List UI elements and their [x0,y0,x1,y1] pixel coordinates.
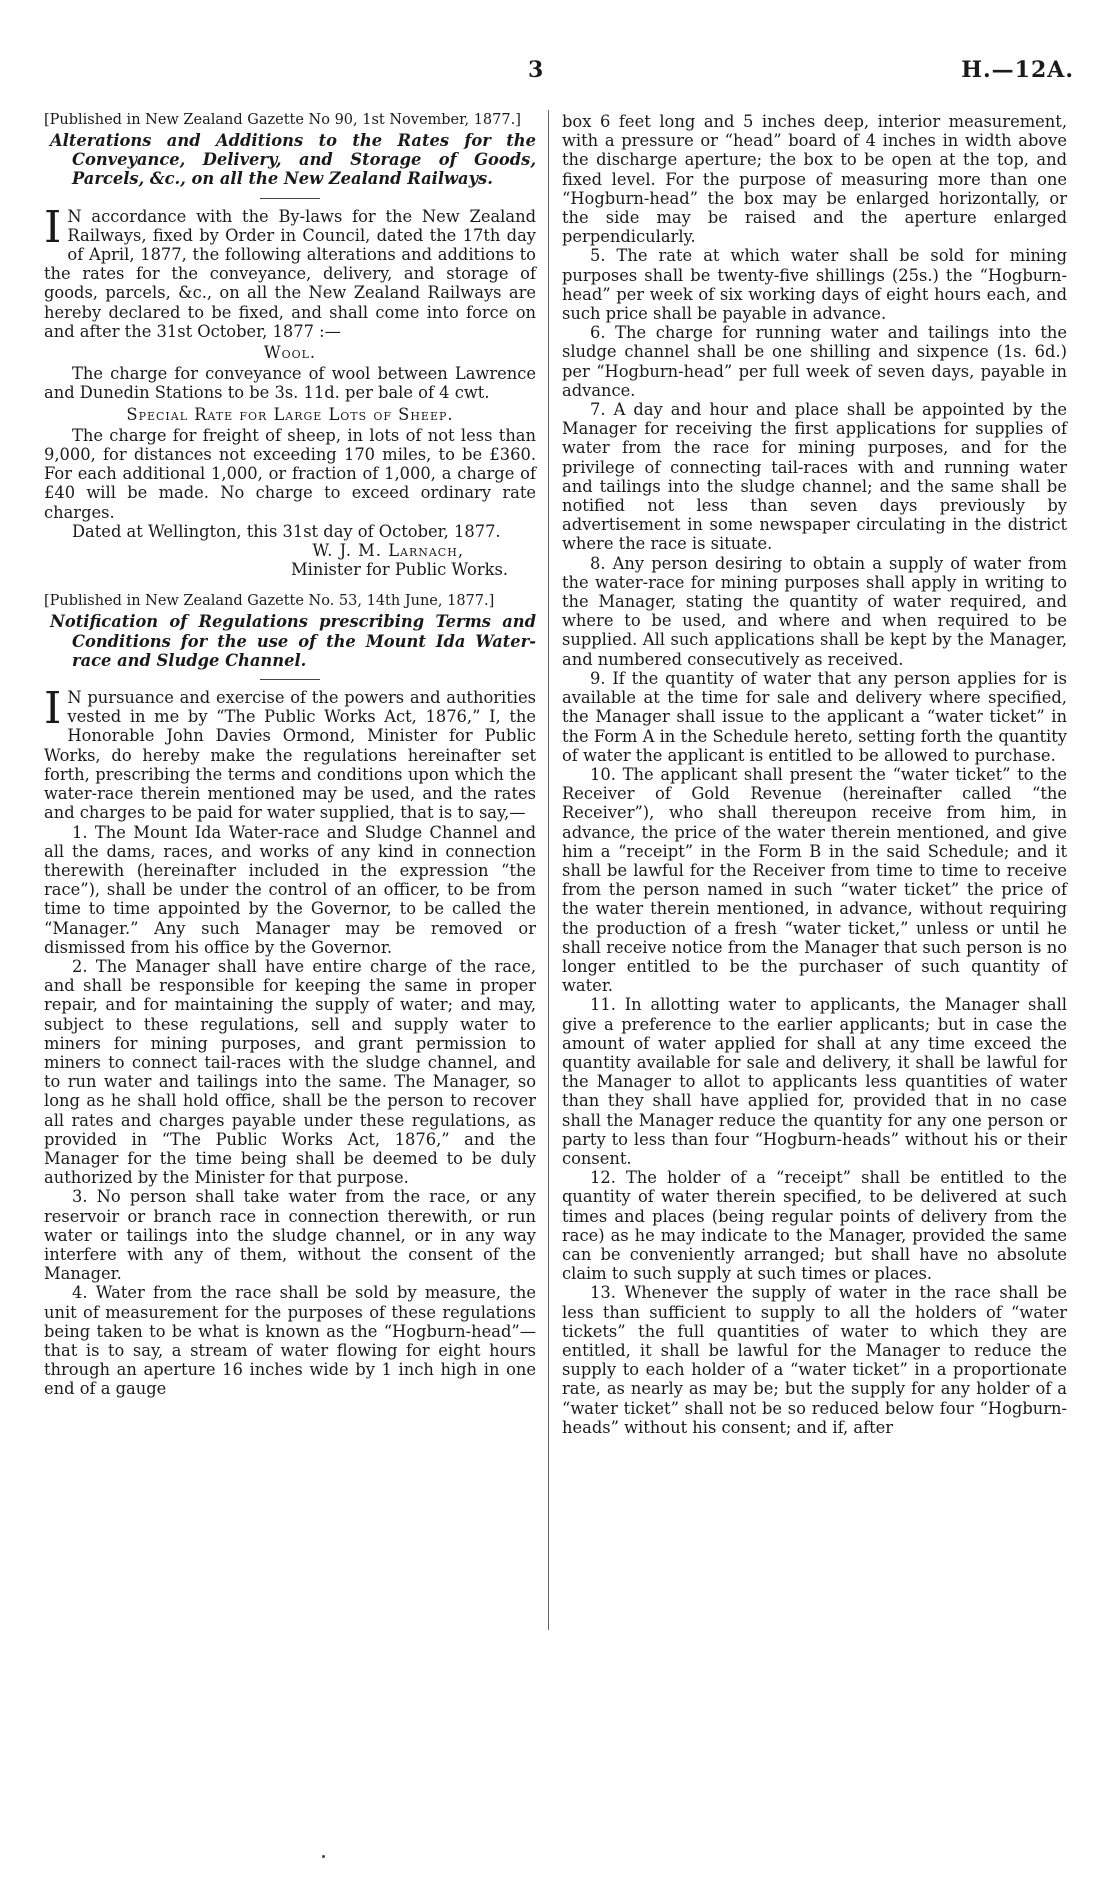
notice-title: Notification of Regulations prescribing Terms and Conditions for the use of the Mount Ida Water-race and Sludge Channel. [50,612,536,670]
paragraph: 5. The rate at which water shall be sold for mining purposes shall be twenty-five shillings (25s.) the “Hogburn-head” per week of six working days of eight hours each, and such price shall be payable in advance. [562,246,1067,324]
paragraph: 3. No person shall take water from the race, or any reservoir or branch race in connection therewith, or run water or tailings into the sludge channel, or in any way interfere with any of them, without the consent of the Manager. [44,1187,536,1284]
paragraph: 2. The Manager shall have entire charge of the race, and shall be responsible for keeping the same in proper repair, and for maintaining the supply of water; and may, subject to these regulations, sell and supply water to miners for mining purposes, and grant permission to miners to connect tail-races with the sludge channel, and to run water and tailings into the same. The Manager, so long as he shall hold office, shall be the person to recover all rates and charges payable under these regulations, as provided in “The Public Works Act, 1876,” and the Manager for the time being shall be deemed to be duly authorized by the Minister for that purpose. [44,956,536,1188]
paragraph: 4. Water from the race shall be sold by measure, the unit of measurement for the purposes of these regulations being taken to be what is known as the “Hogburn-head”—that is to say, a stream of water flowing for eight hours through an aperture 16 inches wide by 1 inch high in one end of a gauge [44,1283,536,1399]
publication-note: [Published in New Zealand Gazette No 90, 1st November, 1877.] [44,112,521,128]
paragraph: 13. Whenever the supply of water in the race shall be less than sufficient to supply to all the holders of “water tickets” the full quantities of water to which they are entitled, it shall be lawful for the Manager to reduce the supply to each holder of a “water ticket” in a proportionate rate, as nearly as may be; but the supply for any holder of a “water ticket” shall not be so reduced below four “Hogburn-heads” without his consent; and if, after [562,1283,1067,1437]
paragraph: 7. A day and hour and place shall be appointed by the Manager for receiving the first applications for supplies of water from the race for mining purposes, and for the privilege of connecting tail-races with and running water and tailings into the sludge channel; and the same shall be notified not less than seven days previously by advertisement in some newspaper circulating in the district where the race is situate. [562,400,1067,554]
right-column [562,112,1067,1437]
dated-line: Dated at Wellington, this 31st day of October, 1877. [72,521,501,541]
notice-title: Alterations and Additions to the Rates for the Conveyance, Delivery, and Storage of Goods, Parcels, &c., on all the New Zealand Railways. [50,131,536,189]
notice-intro: I N pursuance and exercise of the powers and authorities vested in me by “The Public Works Act, 1876,” I, the Honorable John Davies Ormond, Minister for Public Works, do hereby make the regulations hereinafter set forth, prescribing the terms and conditions upon which the water-race therein mentioned may be used, and the rates and charges to be paid for water supplied, that is to say,— [44,683,536,823]
divider [260,198,320,199]
publication-note: [Published in New Zealand Gazette No. 53, 14th June, 1877.] [44,593,495,610]
section-heading-sheep: Special Rate for Large Lots of Sheep. [126,404,454,424]
signature-title: Minister for Public Works. [290,560,508,580]
drop-cap: I [44,201,62,253]
paragraph: The charge for conveyance of wool between Lawrence and Dunedin Stations to be 3s. 11d. per bale of 4 cwt. [44,364,536,403]
page-number: 3 [528,57,544,83]
paragraph: 11. In allotting water to applicants, the Manager shall give a preference to the earlier applicants; but in case the amount of water applied for shall at any time exceed the quantity available for sale and delivery, it shall be lawful for the Manager to allot to applicants less quantities of water than they shall have applied for, provided that in no case shall the Manager reduce the quantity for any one person or party to less than four “Hogburn-heads” without his or their consent. [562,995,1067,1168]
document-reference: H.—12A. [961,57,1074,83]
paragraph: 6. The charge for running water and tailings into the sludge channel shall be one shilling and sixpence (1s. 6d.) per “Hogburn-head” per full week of seven days, payable in advance. [562,323,1067,400]
paragraph: 9. If the quantity of water that any person applies for is available at the time for sale and delivery where specified, the Manager shall issue to the applicant a “water ticket” in the Form A in the Schedule hereto, setting forth the quantity of water the applicant is entitled to be allowed to purchase. [562,668,1067,765]
paragraph: 1. The Mount Ida Water-race and Sludge Channel and all the dams, races, and works of any kind in connection therewith (hereinafter included in the expression “the race”), shall be under the control of an officer, to be from time to time appointed by the Governor, to be called the “Manager.” Any such Manager may be removed or dismissed from his office by the Governor. [44,822,536,957]
signature-name: W. J. M. Larnach, [312,541,464,561]
column-divider [548,110,549,1630]
printer-mark [322,1855,325,1858]
paragraph: 12. The holder of a “receipt” shall be entitled to the quantity of water therein specified, to be delivered at such times and places (being regular points of delivery from the race) as he may indicate to the Manager, provided the same can be conveniently arranged; but shall have no absolute claim to such supply at such times or places. [562,1168,1067,1284]
left-column [44,112,536,1399]
paragraph: The charge for freight of sheep, in lots of not less than 9,000, for distances not exceeding 170 miles, to be £360. For each additional 1,000, or fraction of 1,000, a charge of £40 will be made. No charge to exceed ordinary rate charges. [44,425,536,522]
divider [260,679,320,680]
drop-cap: I [44,683,62,735]
notice-intro: I N accordance with the By-laws for the New Zealand Railways, fixed by Order in Council, dated the 17th day of April, 1877, the following alterations and additions to the rates for the conveyance, delivery, and storage of goods, parcels, &c., on all the New Zealand Railways are hereby declared to be fixed, and shall come into force on and after the 31st October, 1877 :— [44,201,536,341]
section-heading-wool: Wool. [263,343,317,363]
paragraph: box 6 feet long and 5 inches deep, interior measurement, with a pressure or “head” board of 4 inches in width above the discharge aperture; the box to be open at the top, and fixed level. For the purpose of measuring more than one “Hogburn-head” the box may be enlarged horizontally, or the side may be raised and the aperture enlarged perpendicularly. [562,112,1067,247]
paragraph: 10. The applicant shall present the “water ticket” to the Receiver of Gold Revenue (hereinafter called “the Receiver”), who shall thereupon receive from him, in advance, the price of the water therein mentioned, and give him a “receipt” in the Form B in the said Schedule; and it shall be lawful for the Receiver from time to time to receive from the person named in such “water ticket” the price of the water therein mentioned, in advance, without requiring the production of a fresh “water ticket,” unless or until he shall receive notice from the Manager that such person is no longer entitled to be the purchaser of such quantity of water. [562,764,1067,996]
paragraph: 8. Any person desiring to obtain a supply of water from the water-race for mining purposes shall apply in writing to the Manager, stating the quantity of water required, and where to be used, and where and when required to be supplied. All such applications shall be kept by the Manager, and numbered consecutively as received. [562,553,1067,669]
